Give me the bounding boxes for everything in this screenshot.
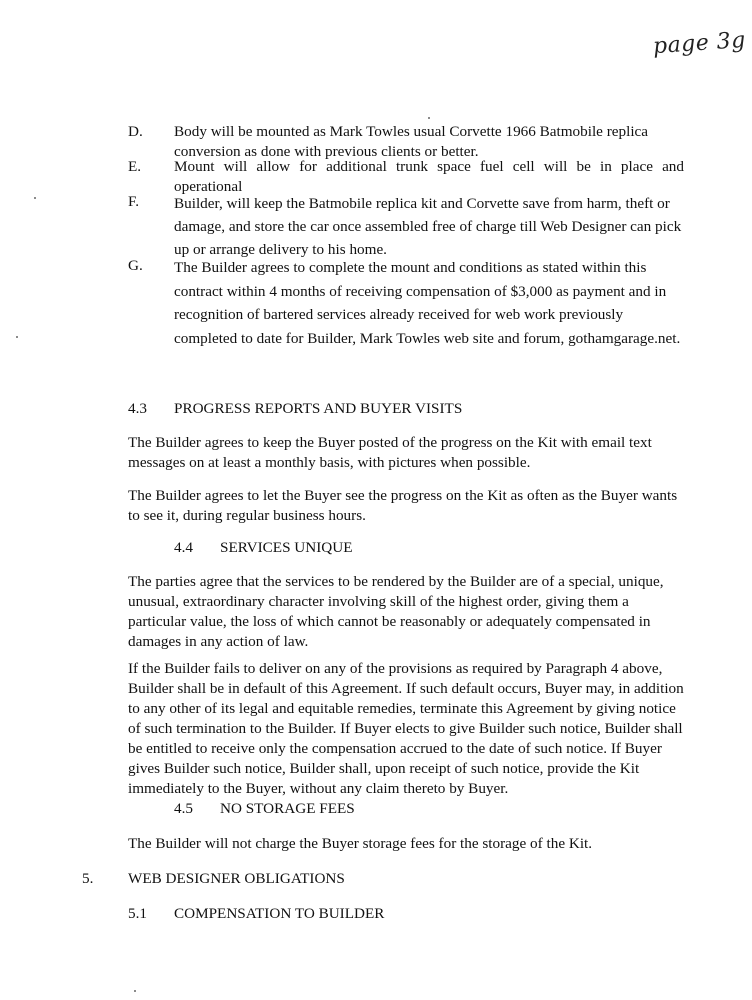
section-4-4-paragraph-1: The parties agree that the services to be rendered by the Builder are of a special, unique, unusual, extraordinary character involving skill of the highest order, giving them a particular value, the loss of which cannot be reasonably or adequately compensated in damages in any action of law.: [128, 573, 664, 650]
handwritten-page-number: page 3g: [652, 27, 747, 60]
scan-speck: [34, 197, 36, 199]
list-letter-f: F.: [128, 193, 140, 210]
scan-speck: [134, 990, 136, 992]
section-4-3-number: 4.3: [128, 400, 147, 417]
list-letter-e: E.: [128, 158, 142, 175]
section-5-1-title: COMPENSATION TO BUILDER: [174, 905, 385, 922]
scan-speck: [428, 117, 430, 119]
section-4-5-paragraph-1: The Builder will not charge the Buyer storage fees for the storage of the Kit.: [128, 835, 593, 852]
section-4-5-number: 4.5: [174, 800, 193, 817]
list-letter-d: D.: [128, 123, 143, 140]
section-4-4-title: SERVICES UNIQUE: [220, 539, 353, 556]
section-4-3-paragraph-2: The Builder agrees to let the Buyer see the progress on the Kit as often as the Buyer wants to see it, during regular business hours.: [128, 487, 678, 524]
list-text-g: The Builder agrees to complete the mount and conditions as stated within this contract within 4 months of receiving compensation of $3,000 as payment and in recognition of bartered services already received for web work previously completed to date for Builder, Mark Towles web site and forum, gothamgarage.net.: [174, 259, 681, 347]
section-4-4-number: 4.4: [174, 539, 193, 556]
section-5-number: 5.: [82, 870, 94, 887]
list-text-f: Builder, will keep the Batmobile replica kit and Corvette save from harm, theft or damage, and store the car once assembled free of charge till Web Designer can pick up or arrange delivery to his home.: [174, 195, 682, 258]
list-letter-g: G.: [128, 257, 143, 274]
list-text-d: Body will be mounted as Mark Towles usual Corvette 1966 Batmobile replica conversion as done with previous clients or better.: [174, 123, 649, 160]
section-4-4-paragraph-2: If the Builder fails to deliver on any of the provisions as required by Paragraph 4 above, Builder shall be in default of this Agreement. If such default occurs, Buyer may, in addition to any other of its legal and equitable remedies, terminate this Agreement by giving notice of such termination to the Builder. If Buyer elects to give Builder such notice, Builder shall be entitled to receive only the compensation accrued to the date of such notice. If Buyer gives Builder such notice, Builder shall, upon receipt of such notice, provide the Kit immediately to the Buyer, without any claim thereto by Buyer.: [128, 660, 684, 797]
section-5-title: WEB DESIGNER OBLIGATIONS: [128, 870, 345, 887]
scan-speck: [16, 336, 18, 338]
list-text-e: Mount will allow for additional trunk space fuel cell will be in place and operational: [174, 158, 684, 195]
section-4-3-title: PROGRESS REPORTS AND BUYER VISITS: [174, 400, 463, 417]
section-5-1-number: 5.1: [128, 905, 147, 922]
section-4-3-paragraph-1: The Builder agrees to keep the Buyer posted of the progress on the Kit with email text messages on at least a monthly basis, with pictures when possible.: [128, 434, 652, 471]
section-4-5-title: NO STORAGE FEES: [220, 800, 355, 817]
